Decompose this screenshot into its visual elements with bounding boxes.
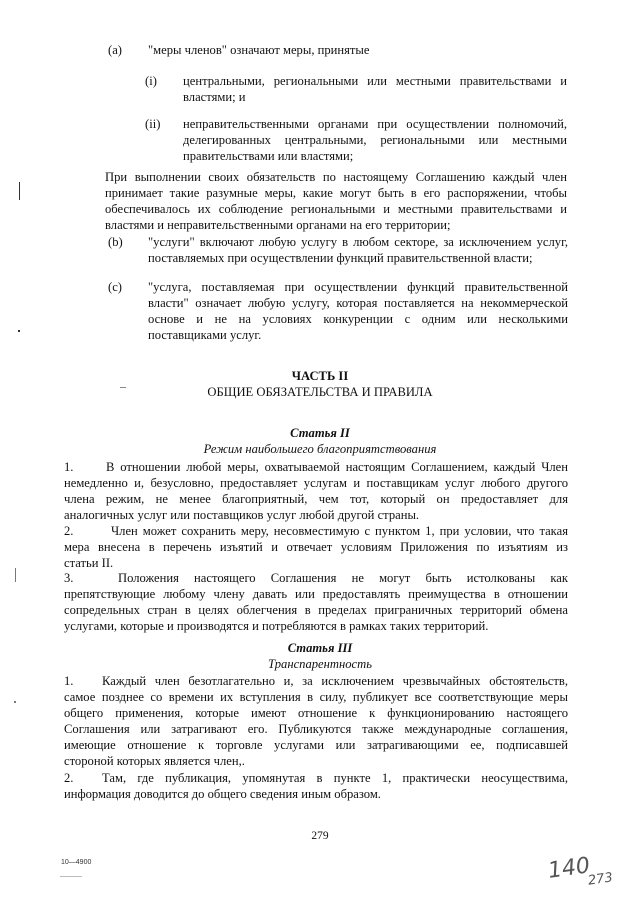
paragraph-line: властями и неправительственными органами на его территории; bbox=[105, 218, 451, 232]
scan-mark bbox=[15, 568, 16, 582]
item-ii-line: неправительственными органами при осуществлении полномочий, bbox=[183, 117, 567, 131]
paragraph-line: При выполнении своих обязательств по настоящему Соглашению каждый член bbox=[105, 170, 567, 184]
item-i-text bbox=[183, 73, 567, 105]
item-i-label: (i) bbox=[145, 74, 157, 88]
article-3-paragraph-2 bbox=[64, 770, 568, 802]
paragraph-line: Положения настоящего Соглашения не могут быть истолкованы как bbox=[118, 571, 568, 585]
paragraph-line: статьи II. bbox=[64, 556, 114, 570]
handwritten-number: 140 bbox=[546, 853, 592, 884]
scan-mark bbox=[19, 182, 20, 200]
item-c-line: власти" означает любую услугу, которая поставляется на некоммерческой bbox=[148, 296, 568, 310]
article-2-title: Статья II bbox=[290, 426, 350, 440]
item-c-text bbox=[148, 279, 568, 343]
item-c-line: "услуга, поставляемая при осуществлении функций правительственной bbox=[148, 280, 568, 294]
item-ii-line: правительствами или властями; bbox=[183, 149, 354, 163]
scan-speck bbox=[120, 387, 126, 388]
paragraph-line: обеспечивалось их соблюдение региональными и местными правительствами и bbox=[105, 202, 567, 216]
paragraph-line: мера внесена в перечень изъятий и отвечает условиям Приложения по изъятиям из bbox=[64, 540, 568, 554]
article-3-subtitle: Транспарентность bbox=[268, 657, 372, 671]
paragraph-line: услугами, которые и производятся и потребляются в рамках таких территорий. bbox=[64, 619, 489, 633]
item-a-label: (a) bbox=[108, 43, 122, 57]
item-ii-line: делегированных центральными, региональными или местными bbox=[183, 133, 567, 147]
scan-speck bbox=[18, 330, 20, 332]
article-3-p2-number: 2. bbox=[64, 771, 74, 785]
article-2-paragraph-1 bbox=[64, 459, 568, 523]
item-i-line: центральными, региональными или местными правительствами и bbox=[183, 74, 567, 88]
print-code: 10—4900 bbox=[61, 859, 92, 866]
item-c-line: поставщиками услуг. bbox=[148, 328, 262, 342]
obligations-paragraph bbox=[105, 169, 567, 233]
paragraph-line: члена режим, не менее благоприятный, чем тот, который он предоставляет для bbox=[64, 492, 568, 506]
article-2-paragraph-3 bbox=[64, 570, 568, 634]
item-a-text: "меры членов" означают меры, принятые bbox=[148, 43, 370, 57]
page-number: 279 bbox=[311, 830, 329, 842]
paragraph-line: В отношении любой меры, охватываемой настоящим Соглашением, каждый Член bbox=[106, 460, 568, 474]
article-2-paragraph-2 bbox=[64, 523, 568, 571]
article-2-subtitle: Режим наибольшего благоприятствования bbox=[203, 442, 437, 456]
item-ii-text bbox=[183, 116, 567, 164]
item-b-line: "услуги" включают любую услугу в любом секторе, за исключением услуг, bbox=[148, 235, 568, 249]
paragraph-line: Там, где публикация, упомянутая в пункте 1, практически неосуществима, bbox=[102, 771, 568, 785]
article-3-title: Статья III bbox=[287, 641, 353, 655]
article-2-p2-number: 2. bbox=[64, 524, 74, 538]
article-3-paragraph-1 bbox=[64, 673, 568, 769]
article-2-p3-number: 3. bbox=[64, 571, 74, 585]
item-b-label: (b) bbox=[108, 235, 123, 249]
paragraph-line: стороной которых является член,. bbox=[64, 754, 245, 768]
paragraph-line: общего применения, которые имеют отношение к функционированию настоящего bbox=[64, 706, 568, 720]
article-2-p1-number: 1. bbox=[64, 460, 74, 474]
paragraph-line: препятствующие любому члену давать или предоставлять преимущества в отношении bbox=[64, 587, 568, 601]
paragraph-line: Каждый член безотлагательно и, за исключением чрезвычайных обстоятельств, bbox=[102, 674, 568, 688]
item-c-label: (c) bbox=[108, 280, 122, 294]
paragraph-line: аналогичных услуг или поставщиков услуг любой другой страны. bbox=[64, 508, 420, 522]
item-b-line: поставляемых при осуществлении функций правительственной власти; bbox=[148, 251, 533, 265]
paragraph-line: принимает такие разумные меры, какие могут быть в его распоряжении, чтобы bbox=[105, 186, 567, 200]
part-subtitle: ОБЩИЕ ОБЯЗАТЕЛЬСТВА И ПРАВИЛА bbox=[207, 385, 433, 399]
paragraph-line: немедленно и, безусловно, предоставляет услугам и поставщикам услуг любого другого bbox=[64, 476, 568, 490]
paragraph-line: самое позднее со времени их вступления в силу, публикует все соответствующие меры bbox=[64, 690, 568, 704]
article-3-p1-number: 1. bbox=[64, 674, 74, 688]
paragraph-line: имеющие отношение к торговле услугами или затрагивающими ее, подписавшей bbox=[64, 738, 568, 752]
paragraph-line: информация доводится до общего сведения иным образом. bbox=[64, 787, 381, 801]
paragraph-line: сопредельных стран в целях облегчения в пределах приграничных территорий обмена bbox=[64, 603, 568, 617]
item-c-line: основе и не на условиях конкуренции с одним или несколькими bbox=[148, 312, 568, 326]
item-i-line: властями; и bbox=[183, 90, 246, 104]
paragraph-line: Соглашения или затрагивают его. Публикуются также международные соглашения, bbox=[64, 722, 568, 736]
item-ii-label: (ii) bbox=[145, 117, 161, 131]
handwritten-stamp-number: 273 bbox=[587, 870, 614, 889]
scan-speck bbox=[60, 876, 82, 877]
paragraph-line: Член может сохранить меру, несовместимую с пунктом 1, при условии, что такая bbox=[111, 524, 568, 538]
scan-speck bbox=[14, 701, 16, 703]
item-b-text bbox=[148, 234, 568, 266]
part-title: ЧАСТЬ II bbox=[291, 369, 349, 383]
